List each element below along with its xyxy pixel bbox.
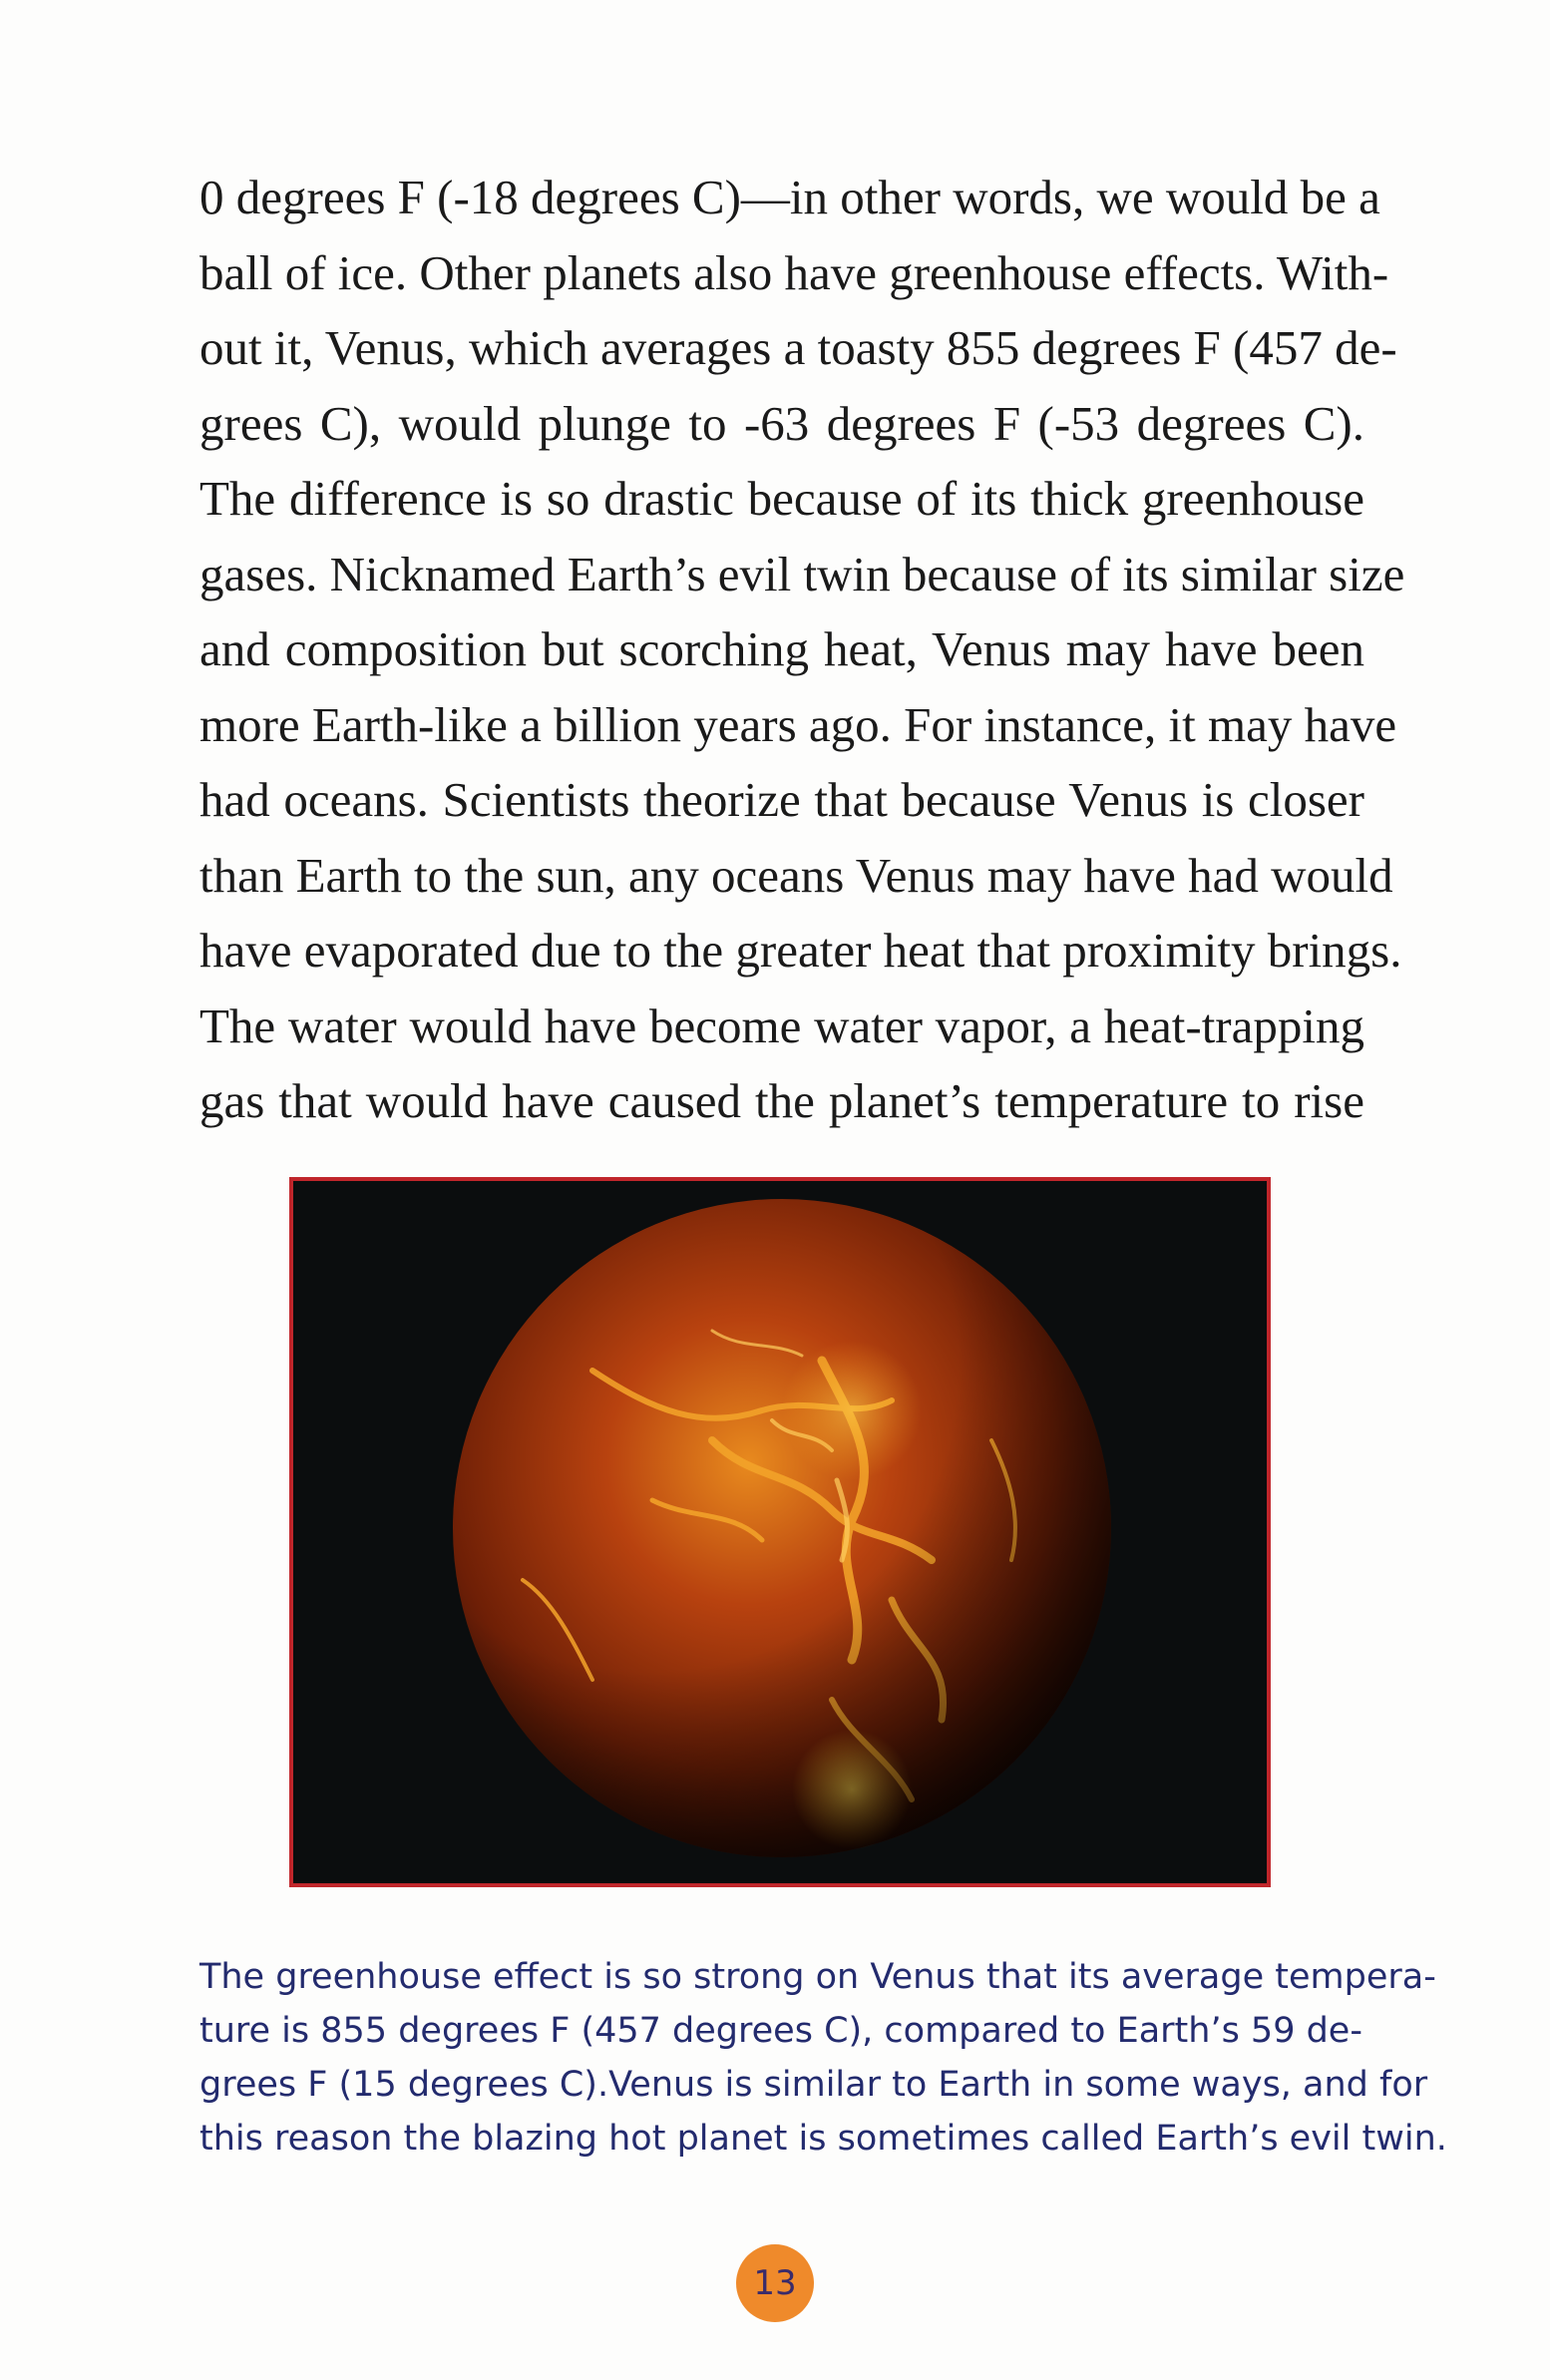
body-line: 0 degrees F (-18 degrees C)—in other words, we would be a bbox=[199, 170, 1380, 224]
body-line: had oceans. Scientists theorize that because Venus is closer bbox=[199, 772, 1364, 827]
body-line: more Earth-like a billion years ago. For instance, it may have bbox=[199, 696, 1397, 752]
body-line: gases. Nicknamed Earth’s evil twin because of its similar size bbox=[199, 546, 1405, 601]
caption-line: The greenhouse effect is so strong on Venus that its average tempera- bbox=[199, 1957, 1436, 1997]
venus-planet-image bbox=[293, 1181, 1267, 1883]
body-line: have evaporated due to the greater heat that proximity brings. bbox=[199, 923, 1402, 978]
venus-photo bbox=[289, 1177, 1271, 1887]
body-text bbox=[199, 160, 1405, 1139]
body-line: grees C), would plunge to -63 degrees F (-53 degrees C). bbox=[199, 395, 1364, 451]
figure-caption bbox=[199, 1950, 1447, 2166]
body-line: ball of ice. Other planets also have greenhouse effects. With- bbox=[199, 244, 1389, 300]
body-line: The water would have become water vapor, a heat-trapping bbox=[199, 997, 1364, 1053]
body-line: and composition but scorching heat, Venus may have been bbox=[199, 621, 1364, 676]
caption-line: this reason the blazing hot planet is sometimes called Earth’s evil twin. bbox=[199, 2119, 1447, 2159]
body-line: than Earth to the sun, any oceans Venus may have had would bbox=[199, 847, 1393, 903]
body-line: gas that would have caused the planet’s temperature to rise bbox=[199, 1073, 1364, 1128]
caption-line: ture is 855 degrees F (457 degrees C), compared to Earth’s 59 de- bbox=[199, 2011, 1362, 2051]
page-number: 13 bbox=[736, 2244, 814, 2322]
caption-line: grees F (15 degrees C).Venus is similar to Earth in some ways, and for bbox=[199, 2065, 1428, 2105]
body-line: out it, Venus, which averages a toasty 855 degrees F (457 de- bbox=[199, 320, 1397, 375]
body-line: The difference is so drastic because of its thick greenhouse bbox=[199, 471, 1364, 526]
